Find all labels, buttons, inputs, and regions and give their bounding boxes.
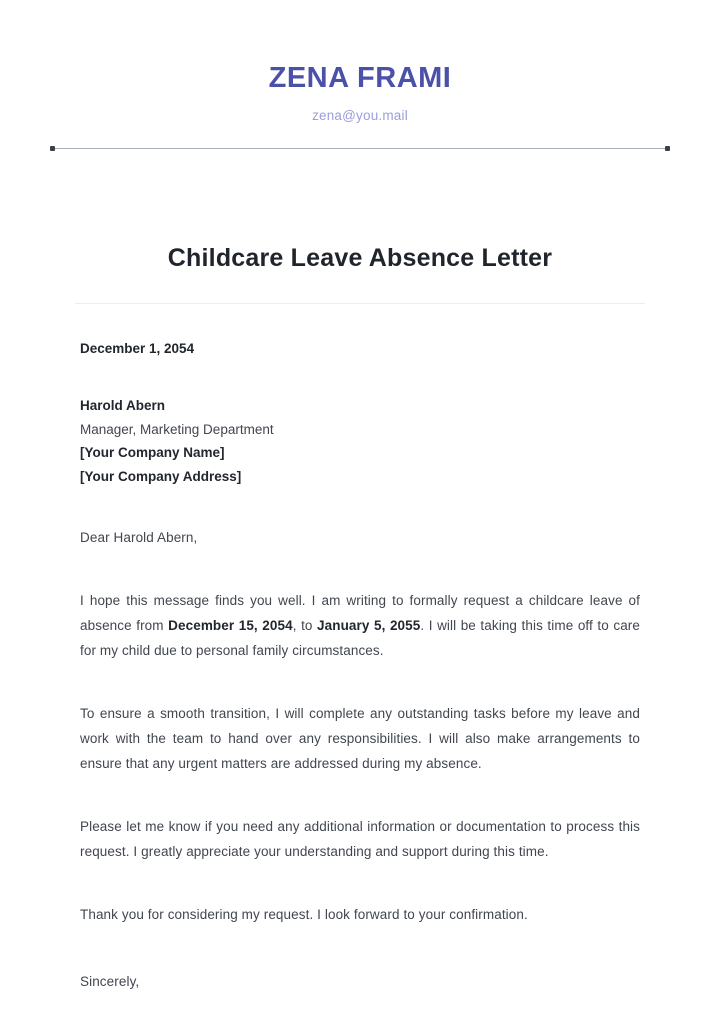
- recipient-block: [80, 394, 640, 488]
- body-paragraph-4: Thank you for considering my request. I look forward to your confirmation.: [80, 907, 528, 923]
- body-paragraph-1: I hope this message finds you well. I am writing to formally request a childcare leave of absence from December 15, 2054, to January 5, 2055. I will be taking this time off to care for my child due to personal family circumstances.: [80, 593, 641, 659]
- letterhead: [80, 62, 640, 149]
- sender-email: zena@you.mail: [312, 108, 408, 124]
- recipient-company-name: [Your Company Name]: [80, 445, 225, 461]
- closing: Sincerely,: [80, 974, 140, 990]
- divider-endpoint-dot-left: [50, 146, 55, 151]
- letter-content: [80, 243, 640, 994]
- recipient-name: Harold Abern: [80, 398, 166, 414]
- recipient-company-address: [Your Company Address]: [80, 468, 242, 484]
- divider-endpoint-dot-right: [665, 146, 670, 151]
- body-paragraph-3: Please let me know if you need any additional information or documentation to process this request. I greatly appreciate your understanding and support during this time.: [80, 819, 640, 860]
- salutation: Dear Harold Abern,: [80, 530, 198, 546]
- recipient-role: Manager, Marketing Department: [80, 421, 274, 437]
- letter-date: December 1, 2054: [80, 341, 195, 357]
- letter-title: Childcare Leave Absence Letter: [167, 244, 553, 273]
- title-divider: [75, 303, 645, 304]
- letterhead-divider: [50, 148, 670, 149]
- sender-name: ZENA FRAMI: [268, 62, 452, 94]
- body-paragraph-2: To ensure a smooth transition, I will complete any outstanding tasks before my leave and work with the team to hand over any responsibilities. I will also make arrangements to ensure that any urgent matters are addressed during my absence.: [80, 706, 640, 772]
